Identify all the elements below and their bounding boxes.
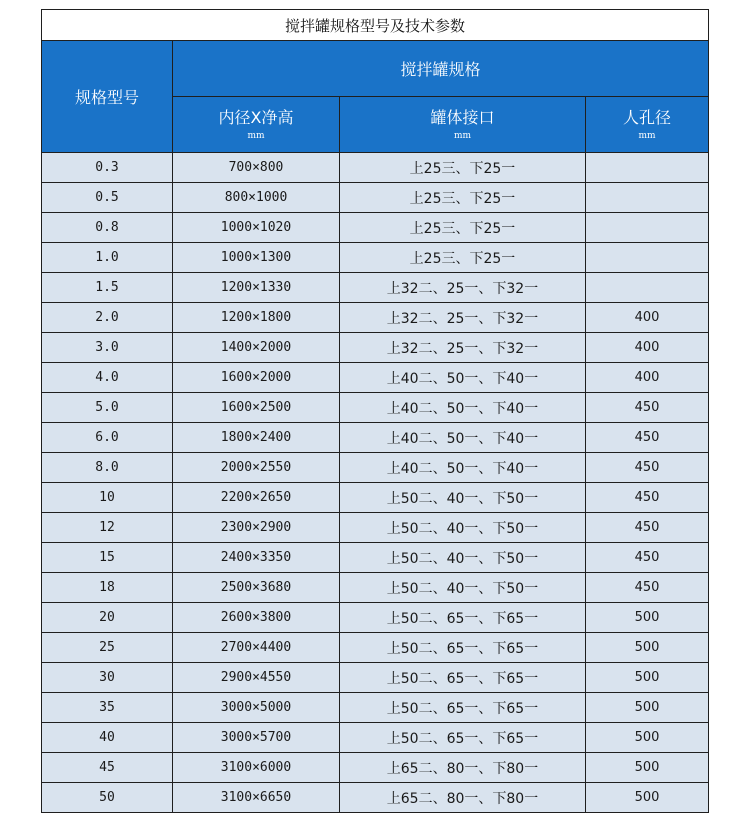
table-row	[42, 633, 709, 663]
cell-model: 1.5	[42, 273, 173, 303]
cell-size: 1800×2400	[173, 423, 340, 453]
cell-port: 上50二、40一、下50一	[340, 573, 586, 603]
table-row	[42, 753, 709, 783]
cell-port: 上40二、50一、下40一	[340, 363, 586, 393]
cell-hole: 450	[586, 513, 709, 543]
spec-table	[41, 9, 709, 813]
cell-hole: 500	[586, 753, 709, 783]
cell-hole: 450	[586, 543, 709, 573]
header-size	[173, 97, 340, 153]
cell-hole	[586, 213, 709, 243]
cell-hole: 400	[586, 363, 709, 393]
cell-port: 上25三、下25一	[340, 243, 586, 273]
header-port-label: 罐体接口	[430, 107, 495, 127]
cell-port: 上50二、65一、下65一	[340, 663, 586, 693]
cell-size: 2200×2650	[173, 483, 340, 513]
table-row	[42, 333, 709, 363]
cell-size: 2500×3680	[173, 573, 340, 603]
cell-hole: 500	[586, 603, 709, 633]
cell-hole: 500	[586, 633, 709, 663]
cell-port: 上50二、65一、下65一	[340, 723, 586, 753]
cell-model: 8.0	[42, 453, 173, 483]
cell-hole	[586, 243, 709, 273]
cell-model: 15	[42, 543, 173, 573]
table-row	[42, 183, 709, 213]
cell-size: 700×800	[173, 153, 340, 183]
cell-size: 3000×5000	[173, 693, 340, 723]
header-size-label: 内径X净高	[218, 107, 294, 127]
cell-model: 4.0	[42, 363, 173, 393]
cell-size: 3100×6000	[173, 753, 340, 783]
cell-hole: 500	[586, 723, 709, 753]
cell-port: 上50二、40一、下50一	[340, 513, 586, 543]
cell-model: 45	[42, 753, 173, 783]
table-row	[42, 213, 709, 243]
cell-size: 2400×3350	[173, 543, 340, 573]
cell-hole: 400	[586, 303, 709, 333]
cell-model: 40	[42, 723, 173, 753]
cell-port: 上40二、50一、下40一	[340, 393, 586, 423]
cell-hole: 450	[586, 483, 709, 513]
header-port-unit: mm	[453, 130, 472, 141]
cell-port: 上65二、80一、下80一	[340, 783, 586, 813]
cell-port: 上32二、25一、下32一	[340, 273, 586, 303]
table-row	[42, 153, 709, 183]
cell-port: 上50二、40一、下50一	[340, 543, 586, 573]
cell-hole	[586, 273, 709, 303]
cell-size: 1000×1020	[173, 213, 340, 243]
header-hole	[586, 97, 709, 153]
cell-hole: 400	[586, 333, 709, 363]
cell-size: 2900×4550	[173, 663, 340, 693]
cell-model: 20	[42, 603, 173, 633]
header-size-unit: mm	[247, 130, 265, 141]
cell-port: 上50二、65一、下65一	[340, 603, 586, 633]
cell-port: 上40二、50一、下40一	[340, 423, 586, 453]
table-row	[42, 723, 709, 753]
table-row	[42, 303, 709, 333]
cell-port: 上25三、下25一	[340, 183, 586, 213]
table-row	[42, 243, 709, 273]
table-row	[42, 543, 709, 573]
cell-model: 35	[42, 693, 173, 723]
cell-hole: 500	[586, 783, 709, 813]
table-row	[42, 363, 709, 393]
cell-port: 上50二、40一、下50一	[340, 483, 586, 513]
cell-model: 50	[42, 783, 173, 813]
header-port	[340, 97, 586, 153]
cell-hole: 500	[586, 663, 709, 693]
cell-size: 1600×2000	[173, 363, 340, 393]
header-model: 规格型号	[42, 41, 173, 153]
cell-model: 25	[42, 633, 173, 663]
table-row	[42, 693, 709, 723]
cell-hole	[586, 183, 709, 213]
table-row	[42, 513, 709, 543]
table-row	[42, 783, 709, 813]
header-row-top	[42, 41, 709, 97]
table-row	[42, 573, 709, 603]
table-row	[42, 423, 709, 453]
cell-model: 6.0	[42, 423, 173, 453]
title-row	[42, 10, 709, 41]
cell-hole: 450	[586, 573, 709, 603]
cell-model: 1.0	[42, 243, 173, 273]
cell-port: 上40二、50一、下40一	[340, 453, 586, 483]
cell-size: 1200×1800	[173, 303, 340, 333]
cell-size: 1400×2000	[173, 333, 340, 363]
cell-hole: 500	[586, 693, 709, 723]
cell-model: 30	[42, 663, 173, 693]
cell-size: 2700×4400	[173, 633, 340, 663]
cell-model: 0.8	[42, 213, 173, 243]
cell-hole	[586, 153, 709, 183]
cell-port: 上25三、下25一	[340, 213, 586, 243]
cell-hole: 450	[586, 423, 709, 453]
cell-size: 3000×5700	[173, 723, 340, 753]
cell-size: 1600×2500	[173, 393, 340, 423]
table-row	[42, 483, 709, 513]
cell-port: 上50二、65一、下65一	[340, 693, 586, 723]
cell-port: 上50二、65一、下65一	[340, 633, 586, 663]
cell-port: 上25三、下25一	[340, 153, 586, 183]
cell-port: 上32二、25一、下32一	[340, 333, 586, 363]
cell-size: 800×1000	[173, 183, 340, 213]
table-row	[42, 603, 709, 633]
cell-size: 3100×6650	[173, 783, 340, 813]
cell-port: 上65二、80一、下80一	[340, 753, 586, 783]
table-row	[42, 393, 709, 423]
cell-model: 0.5	[42, 183, 173, 213]
header-hole-label: 人孔径	[623, 107, 672, 127]
cell-size: 1200×1330	[173, 273, 340, 303]
header-group: 搅拌罐规格	[173, 41, 709, 97]
cell-size: 1000×1300	[173, 243, 340, 273]
table-row	[42, 663, 709, 693]
cell-port: 上32二、25一、下32一	[340, 303, 586, 333]
cell-model: 3.0	[42, 333, 173, 363]
cell-hole: 450	[586, 393, 709, 423]
table-row	[42, 453, 709, 483]
cell-model: 0.3	[42, 153, 173, 183]
cell-size: 2600×3800	[173, 603, 340, 633]
cell-model: 12	[42, 513, 173, 543]
cell-hole: 450	[586, 453, 709, 483]
table-row	[42, 273, 709, 303]
cell-model: 10	[42, 483, 173, 513]
cell-model: 5.0	[42, 393, 173, 423]
header-hole-unit: mm	[638, 130, 656, 141]
cell-size: 2300×2900	[173, 513, 340, 543]
cell-size: 2000×2550	[173, 453, 340, 483]
cell-model: 18	[42, 573, 173, 603]
table-title: 搅拌罐规格型号及技术参数	[42, 10, 709, 41]
cell-model: 2.0	[42, 303, 173, 333]
